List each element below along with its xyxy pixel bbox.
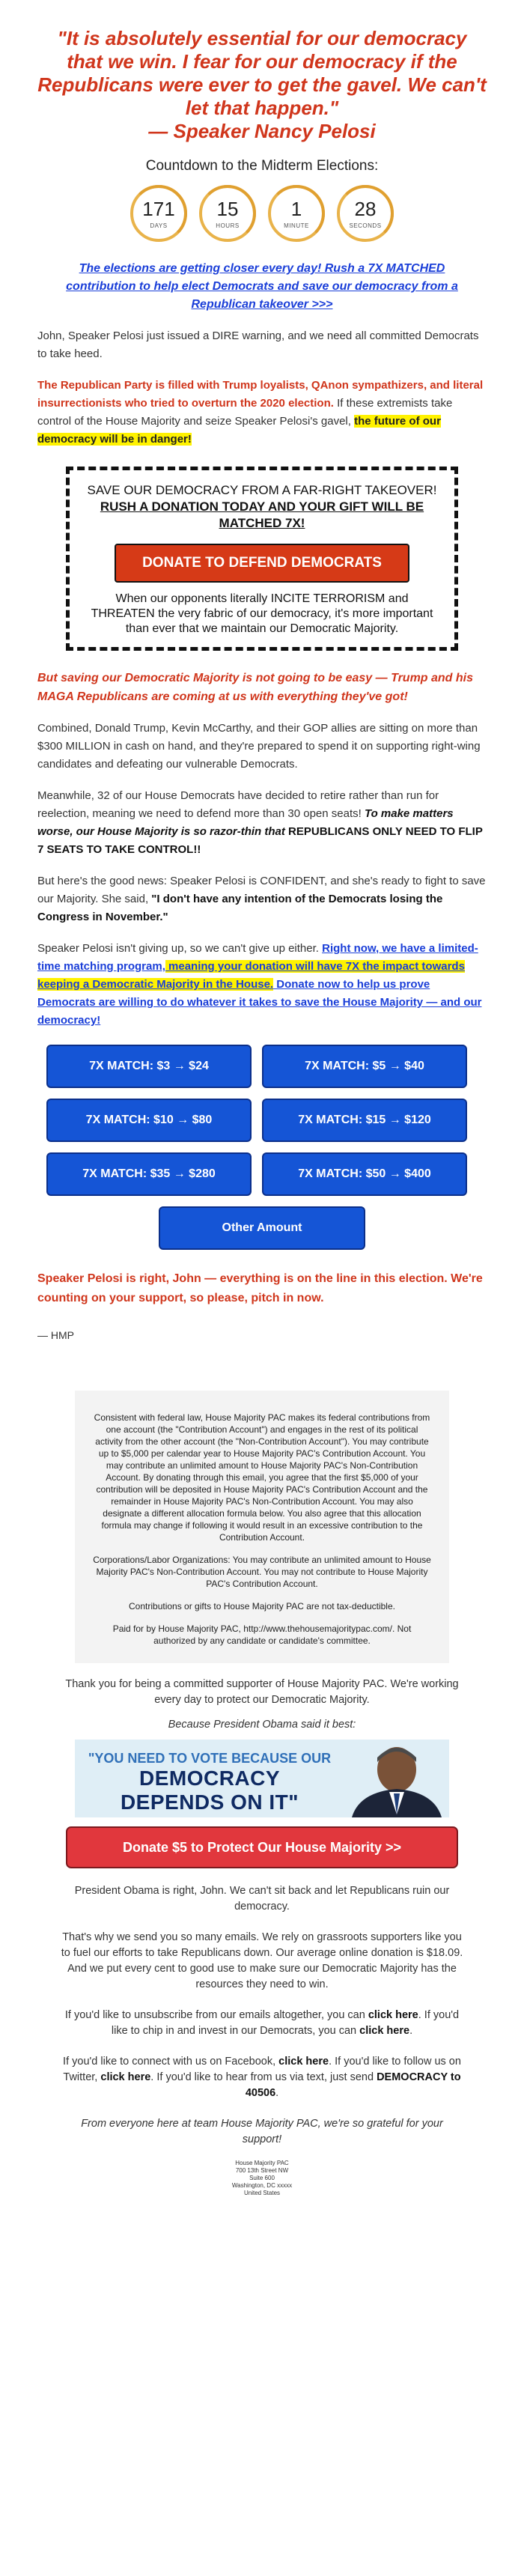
donate-35-button[interactable]: 7X MATCH: $35 → $280: [46, 1152, 252, 1196]
matching-plain-text: Speaker Pelosi isn't giving up, so we can't give up either.: [37, 942, 323, 955]
other-amount-button[interactable]: Other Amount: [159, 1206, 365, 1250]
obama-banner-image[interactable]: [75, 1740, 449, 1817]
retirements-bold-italic: To make matters worse, our House Majority is so razor-thin that: [37, 807, 454, 838]
email-body: [37, 0, 487, 2220]
unsubscribe-paragraph: [60, 2008, 464, 2039]
emails-explanation-paragraph: That's why we send you so many emails. We rely on grassroots supporters like you to fuel our efforts to take Republicans down. Our average online donation is $18.09. And we put every cent to good use to make sure our Democratic Majority has the resources they need to win.: [61, 1931, 463, 1990]
matching-paragraph: [37, 940, 487, 1030]
donation-amount-grid: [46, 1045, 487, 1196]
donate-10-button[interactable]: 7X MATCH: $10 → $80: [46, 1099, 252, 1142]
grateful-paragraph: From everyone here at team House Majority PAC, we're so grateful for your support!: [81, 2118, 443, 2145]
callout-body: When our opponents literally INCITE TERRORISM and THREATEN the very fabric of our democracy, it's more important than ever that we maintain our Democratic Majority.: [91, 592, 433, 635]
donate-5-button[interactable]: 7X MATCH: $5 → $40: [262, 1045, 467, 1088]
address-line: House Majority PAC: [235, 2160, 289, 2166]
headline-donate-link[interactable]: The elections are getting closer every day! Rush a 7X MATCHED contribution to help elect Democrats and save our democracy from a Republican takeover >>>: [66, 262, 458, 311]
retirements-plain-text: Meanwhile, 32 of our House Democrats have decided to retire rather than run for reelection, meaning we need to defend more than 30 open seats!: [37, 789, 439, 820]
legal-paid-for-text: Paid for by House Majority PAC, http://www.thehousemajoritypac.com/. Not authorized by any candidate or candidate's committee.: [112, 1623, 412, 1646]
good-news-paragraph: [37, 872, 487, 926]
countdown-days: [130, 185, 187, 242]
signature: — HMP: [37, 1329, 74, 1341]
social-text-d: .: [275, 2087, 279, 2099]
unsubscribe-text-b: . If you'd like to chip in and invest in our Democrats, you can: [111, 2009, 460, 2037]
twitter-link[interactable]: click here: [100, 2071, 151, 2083]
social-paragraph: [60, 2054, 464, 2101]
banner-text: [75, 1740, 344, 1817]
minute-value: 1: [290, 197, 302, 220]
seconds-value: 28: [354, 197, 377, 220]
unsubscribe-text-c: .: [409, 2025, 413, 2037]
matching-program-link[interactable]: Right now, we have a limited-time matching program,: [37, 942, 478, 973]
gop-cash-paragraph: Combined, Donald Trump, Kevin McCarthy, and their GOP allies are sitting on more than $300 MILLION in cash on hand, and they're prepared to spend it on supporting right-wing candidates and defeating our vulnerable Democrats.: [37, 722, 481, 771]
matching-impact-link[interactable]: meaning your donation will have 7X the impact towards keeping a Democratic Majority in the House.: [37, 960, 465, 991]
obama-portrait-image: [344, 1740, 442, 1817]
retirements-paragraph: [37, 787, 487, 859]
chip-in-link[interactable]: click here: [359, 2025, 410, 2037]
obama-intro: Because President Obama said it best:: [168, 1719, 356, 1731]
pelosi-confident-quote: "I don't have any intention of the Democrats losing the Congress in November.": [37, 893, 443, 923]
pelosi-quote: [37, 0, 487, 143]
retirements-bold: REPUBLICANS ONLY NEED TO FLIP 7 SEATS TO TAKE CONTROL!!: [37, 825, 483, 856]
intro-paragraph: John, Speaker Pelosi just issued a DIRE warning, and we need all committed Democrats to take heed.: [37, 329, 479, 360]
good-news-plain-text: But here's the good news: Speaker Pelosi is CONFIDENT, and she's ready to fight to save our Majority. She said,: [37, 875, 486, 905]
text-keyword: DEMOCRACY to 40506: [245, 2071, 461, 2099]
days-value: 171: [142, 197, 175, 220]
banner-line2: DEMOCRACY: [138, 1767, 281, 1790]
minute-label: MINUTE: [284, 222, 309, 229]
address-line: 700 13th Street NW: [235, 2167, 289, 2174]
obama-right-paragraph: President Obama is right, John. We can't sit back and let Republicans ruin our democracy.: [74, 1885, 450, 1913]
countdown-seconds: [337, 185, 394, 242]
countdown-hours: [199, 185, 256, 242]
unsubscribe-text-a: If you'd like to unsubscribe from our emails altogether, you can: [64, 2009, 368, 2021]
donate-now-link[interactable]: Donate now to help us prove Democrats are willing to do whatever it takes to save the House Majority — and our democracy!: [37, 978, 482, 1027]
donate-5-protect-majority-button[interactable]: Donate $5 to Protect Our House Majority >>: [66, 1826, 458, 1868]
facebook-link[interactable]: click here: [278, 2056, 329, 2068]
address-line: Suite 600: [249, 2175, 275, 2181]
seconds-label: SECONDS: [349, 222, 382, 229]
social-text-c: . If you'd like to hear from us via text, just send: [150, 2071, 377, 2083]
legal-disclaimer: [75, 1391, 449, 1663]
callout-headline: SAVE OUR DEMOCRACY FROM A FAR-RIGHT TAKEOVER!: [87, 483, 437, 497]
hours-label: HOURS: [216, 222, 240, 229]
address-line: United States: [243, 2190, 281, 2196]
maga-warning-paragraph: But saving our Democratic Majority is not going to be easy — Trump and his MAGA Republicans are coming at us with everything they've got!: [37, 672, 474, 703]
donate-3-button[interactable]: 7X MATCH: $3 → $24: [46, 1045, 252, 1088]
countdown-timer: [37, 185, 487, 242]
legal-tax-text: Contributions or gifts to House Majority PAC are not tax-deductible.: [129, 1601, 395, 1611]
warning-paragraph: [37, 377, 487, 449]
quote-attribution: — Speaker Nancy Pelosi: [148, 120, 376, 142]
dashed-callout-box: [66, 467, 458, 651]
donate-15-button[interactable]: 7X MATCH: $15 → $120: [262, 1099, 467, 1142]
banner-line1: "YOU NEED TO VOTE BECAUSE OUR: [88, 1751, 332, 1766]
donate-defend-democrats-button[interactable]: DONATE TO DEFEND DEMOCRATS: [115, 544, 409, 583]
countdown-minute: [268, 185, 325, 242]
address-line: Washington, DC xxxxx: [231, 2182, 293, 2189]
warning-plain-text: If these extremists take control of the House Majority and seize Speaker Pelosi's gavel,: [37, 397, 453, 428]
warning-highlight-text: the future of our democracy will be in danger!: [37, 415, 441, 446]
callout-subheadline: RUSH A DONATION TODAY AND YOUR GIFT WILL BE MATCHED 7X!: [100, 499, 424, 530]
days-label: DAYS: [150, 222, 168, 229]
social-text-b: . If you'd like to follow us on Twitter,: [63, 2056, 461, 2083]
hours-value: 15: [216, 197, 239, 220]
thanks-paragraph: Thank you for being a committed supporter of House Majority PAC. We're working every day to protect our Democratic Majority.: [65, 1678, 459, 1706]
social-text-a: If you'd like to connect with us on Facebook,: [63, 2056, 279, 2068]
countdown-title: Countdown to the Midterm Elections:: [145, 158, 379, 174]
banner-line3: DEPENDS ON IT": [120, 1790, 299, 1814]
closing-appeal: Speaker Pelosi is right, John — everything is on the line in this election. We're counting on your support, so please, pitch in now.: [37, 1272, 483, 1304]
warning-red-text: The Republican Party is filled with Trump loyalists, QAnon sympathizers, and literal insurrectionists who tried to overturn the 2020 election.: [37, 379, 484, 410]
unsubscribe-link[interactable]: click here: [368, 2009, 418, 2021]
mailing-address: [37, 2160, 487, 2220]
donate-50-button[interactable]: 7X MATCH: $50 → $400: [262, 1152, 467, 1196]
legal-accounts-text: Consistent with federal law, House Majority PAC makes its federal contributions from one account (the "Contribution Account") and engages in the rest of its political activity from the other account (the "Non-Contribution Account"). You may contribute up to $5,000 per calendar year to House Majority PAC's Contribution Account. You may contribute an unlimited amount to House Majority PAC's Non-Contribution Account. By donating through this email, you agree that the first $5,000 of your contribution will be deposited in House Majority PAC's Contribution Account and the remainder in House Majority PAC's Non-Contribution Account. You may also designate a different allocation formula below. You also agree that this allocation formula may change if following it would result in an excessive contribution to the Contribution Account.: [94, 1412, 430, 1543]
legal-corporations-text: Corporations/Labor Organizations: You may contribute an unlimited amount to House Majority PAC's Non-Contribution Account. You may not contribute to House Majority PAC's Contribution Account.: [93, 1555, 431, 1589]
quote-text: "It is absolutely essential for our democracy that we win. I fear for our democracy if the Republicans were ever to get the gavel. We can't let that happen.": [37, 27, 487, 119]
